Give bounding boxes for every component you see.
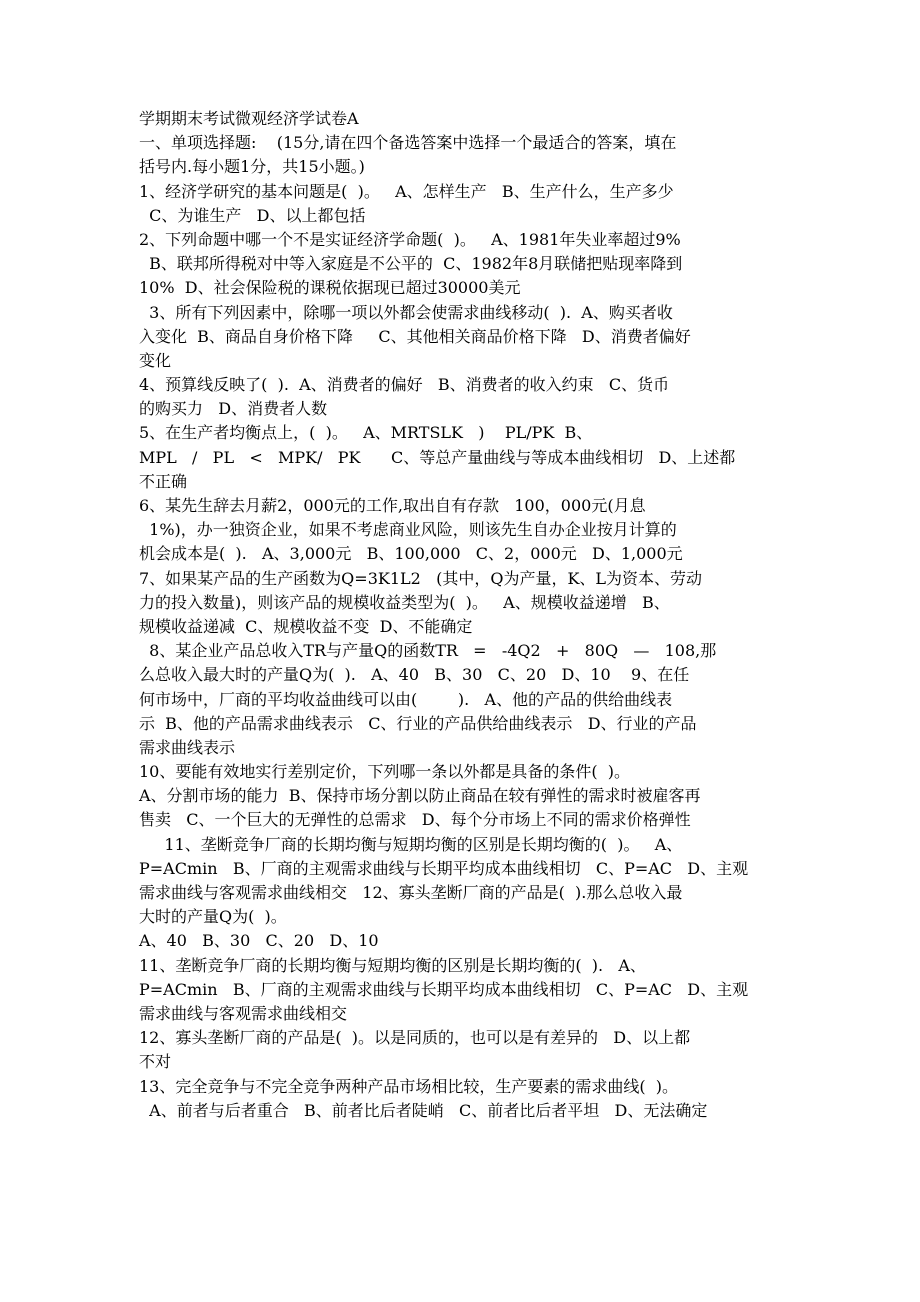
text-line: 么总收入最大时的产量Q为( ). A、40 B、30 C、20 D、10 9、在任 [139, 665, 690, 685]
question-1: 1、经济学研究的基本问题是( )。 A、怎样生产 B、生产什么，生产多少 [139, 181, 674, 201]
text-line: 售卖 C、一个巨大的无弹性的总需求 D、每个分市场上不同的需求价格弹性 [139, 810, 691, 830]
text-line: 括号内.每小题1分，共15小题。) [139, 157, 365, 177]
text-line: A、前者与后者重合 B、前者比后者陡峭 C、前者比后者平坦 D、无法确定 [139, 1100, 708, 1120]
question-13: 13、完全竞争与不完全竞争两种产品市场相比较，生产要素的需求曲线( )。 [139, 1076, 679, 1096]
text-line: 的购买力 D、消费者人数 [139, 399, 328, 419]
text-line: 不正确 [139, 471, 188, 491]
text-line: 何市场中，厂商的平均收益曲线可以由( ). A、他的产品的供给曲线表 [139, 689, 673, 709]
text-line: 入变化 B、商品自身价格下降 C、其他相关商品价格下降 D、消费者偏好 [139, 326, 691, 346]
text-line: A、40 B、30 C、20 D、10 [139, 931, 379, 951]
text-line: 需求曲线表示 [139, 737, 236, 757]
text-line: 示 B、他的产品需求曲线表示 C、行业的产品供给曲线表示 D、行业的产品 [139, 713, 697, 733]
text-line: P=ACmin B、厂商的主观需求曲线与长期平均成本曲线相切 C、P=AC D、主观 [139, 979, 749, 999]
text-line: 需求曲线与客观需求曲线相交 [139, 1003, 348, 1023]
exam-title: 学期期末考试微观经济学试卷A [139, 109, 359, 128]
text-line: P=ACmin B、厂商的主观需求曲线与长期平均成本曲线相切 C、P=AC D、主观 [139, 858, 749, 878]
text-line: 力的投入数量)，则该产品的规模收益类型为( )。 A、规模收益递增 B、 [139, 592, 670, 612]
text-line: 1%)，办一独资企业，如果不考虑商业风险，则该先生自办企业按月计算的 [139, 520, 677, 540]
text-line: B、联邦所得税对中等入家庭是不公平的 C、1982年8月联储把贴现率降到 [139, 254, 683, 274]
text-line: C、为谁生产 D、以上都包括 [139, 205, 366, 225]
text-line: 10% D、社会保险税的课税依据现已超过30000美元 [139, 278, 521, 298]
text-line: 不对 [139, 1052, 172, 1072]
question-11: 11、垄断竞争厂商的长期均衡与短期均衡的区别是长期均衡的( )。 A、 [139, 834, 683, 854]
question-8: 8、某企业产品总收入TR与产量Q的函数TR = -4Q2 + 80Q — 108,那 [139, 641, 717, 661]
question-4: 4、预算线反映了( ). A、消费者的偏好 B、消费者的收入约束 C、货币 [139, 375, 670, 395]
question-7: 7、如果某产品的生产函数为Q=3K1L2 (其中，Q为产量，K、L为资本、劳动 [139, 568, 703, 588]
text-line: 需求曲线与客观需求曲线相交 12、寡头垄断厂商的产品是( ).那么总收入最 [139, 883, 683, 902]
text-line: 大时的产量Q为( )。 [139, 907, 287, 927]
exam-document [139, 107, 787, 1123]
question-2: 2、下列命题中哪一个不是实证经济学命题( )。 A、1981年失业率超过9% [139, 229, 681, 249]
question-6: 6、某先生辞去月薪2，000元的工作,取出自有存款 100，000元(月息 [139, 496, 646, 515]
question-11-repeat: 11、垄断竞争厂商的长期均衡与短期均衡的区别是长期均衡的( ). A、 [139, 955, 646, 975]
question-5: 5、在生产者均衡点上，( )。 A、MRTSLK ) PL/PK B、 [139, 423, 593, 443]
question-3: 3、所有下列因素中，除哪一项以外都会使需求曲线移动( ). A、购买者收 [139, 302, 673, 322]
text-line: 规模收益递减 C、规模收益不变 D、不能确定 [139, 616, 473, 636]
section-heading: 一、单项选择题: (15分,请在四个备选答案中选择一个最适合的答案，填在 [139, 133, 677, 153]
question-12: 12、寡头垄断厂商的产品是( )。以是同质的，也可以是有差异的 D、以上都 [139, 1028, 691, 1048]
text-line: MPL / PL < MPK/ PK C、等总产量曲线与等成本曲线相切 D、上述都 [139, 447, 736, 467]
question-10: 10、要能有效地实行差别定价，下列哪一条以外都是具备的条件( )。 [139, 762, 631, 782]
text-line: A、分割市场的能力 B、保持市场分割以防止商品在较有弹性的需求时被雇客再 [139, 786, 701, 806]
text-line: 机会成本是( ). A、3,000元 B、100,000 C、2，000元 D、1,000元 [139, 544, 683, 564]
text-line: 变化 [139, 350, 172, 370]
